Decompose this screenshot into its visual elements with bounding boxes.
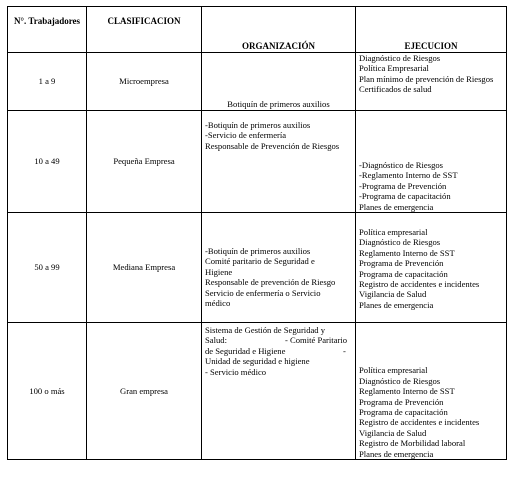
eje-line: Planes de emergencia — [359, 448, 434, 459]
eje-line: Programa de capacitación — [359, 406, 448, 417]
eje-line: Reglamento Interno de SST — [359, 386, 455, 397]
eje-line: Reglamento Interno de SST — [359, 247, 455, 258]
eje-line: Registro de Morbilidad laboral — [359, 438, 466, 449]
cell-organizacion — [202, 323, 356, 460]
cell-organizacion — [202, 111, 356, 213]
table-row — [8, 213, 507, 323]
table-row — [8, 53, 507, 111]
eje-line: Política Empresarial — [359, 63, 429, 74]
eje-line: Diagnóstico de Riesgos — [359, 53, 441, 63]
org-line: Responsable de prevención de Riesgo — [205, 277, 336, 288]
cell-ejecucion — [356, 213, 507, 323]
org-line: Unidad de seguridad e higiene — [205, 356, 310, 367]
header-clasificacion: CLASIFICACION — [87, 7, 202, 53]
classification-table — [7, 6, 507, 460]
org-fragment: - — [343, 345, 346, 356]
cell-clasificacion: Microempresa — [87, 53, 202, 111]
eje-line: Vigilancia de Salud — [359, 289, 427, 300]
eje-line: -Reglamento Interno de SST — [359, 170, 458, 181]
header-ejecucion: EJECUCION — [356, 7, 507, 53]
cell-num: 100 o más — [8, 323, 87, 460]
cell-ejecucion — [356, 53, 507, 111]
cell-organizacion — [202, 213, 356, 323]
org-line: - Servicio médico — [205, 366, 267, 377]
org-line: Servicio de enfermería o Servicio — [205, 287, 321, 298]
eje-line: Certificados de salud — [359, 84, 432, 95]
org-line: médico — [205, 298, 231, 309]
org-fragment: - Comité Paritario — [285, 335, 348, 346]
cell-clasificacion: Mediana Empresa — [87, 213, 202, 323]
cell-num: 50 a 99 — [8, 213, 87, 323]
eje-line: Programa de capacitación — [359, 268, 448, 279]
header-row — [8, 7, 507, 53]
header-organizacion: ORGANIZACIÓN — [202, 7, 356, 53]
eje-line: Política empresarial — [359, 227, 428, 237]
org-line: Sistema de Gestión de Seguridad y — [205, 325, 326, 335]
org-line: Responsable de Prevención de Riesgos — [205, 140, 340, 151]
eje-line: Diagnóstico de Riesgos — [359, 237, 441, 248]
cell-num: 10 a 49 — [8, 111, 87, 213]
table-row — [8, 323, 507, 460]
eje-line: Vigilancia de Salud — [359, 427, 427, 438]
table-row — [8, 111, 507, 213]
eje-line: Plan mínimo de prevención de Riesgos — [359, 73, 494, 84]
eje-line: -Diagnóstico de Riesgos — [359, 159, 444, 170]
cell-ejecucion — [356, 111, 507, 213]
eje-line: -Programa de Prevención — [359, 180, 447, 191]
eje-line: Programa de Prevención — [359, 396, 444, 407]
org-line: -Servicio de enfermería — [205, 130, 287, 141]
org-line: Higiene — [205, 266, 233, 277]
cell-ejecucion — [356, 323, 507, 460]
eje-line: Registro de accidentes e incidentes — [359, 417, 480, 428]
cell-clasificacion: Pequeña Empresa — [87, 111, 202, 213]
org-line: Comité paritario de Seguridad e — [205, 256, 315, 267]
cell-clasificacion: Gran empresa — [87, 323, 202, 460]
eje-line: Planes de emergencia — [359, 299, 434, 310]
cell-organizacion — [202, 53, 356, 111]
org-line: -Botiquín de primeros auxilios — [205, 246, 311, 256]
eje-line: Planes de emergencia — [359, 201, 434, 212]
table-container — [7, 6, 506, 459]
eje-line: -Programa de capacitación — [359, 191, 451, 202]
org-fragment: de Seguridad e Higiene — [205, 345, 286, 356]
org-line: -Botiquín de primeros auxilios — [205, 120, 311, 130]
org-line-split — [205, 335, 355, 345]
eje-line: Política empresarial — [359, 365, 428, 376]
org-fragment: Salud: — [205, 335, 227, 346]
eje-line: Registro de accidentes e incidentes — [359, 279, 480, 290]
cell-num: 1 a 9 — [8, 53, 87, 111]
org-line-split — [205, 346, 355, 356]
eje-line: Programa de Prevención — [359, 258, 444, 269]
eje-line: Diagnóstico de Riesgos — [359, 375, 441, 386]
org-line: Botiquín de primeros auxilios — [227, 98, 330, 109]
header-num-trabajadores: N°. Trabajadores — [8, 7, 87, 53]
